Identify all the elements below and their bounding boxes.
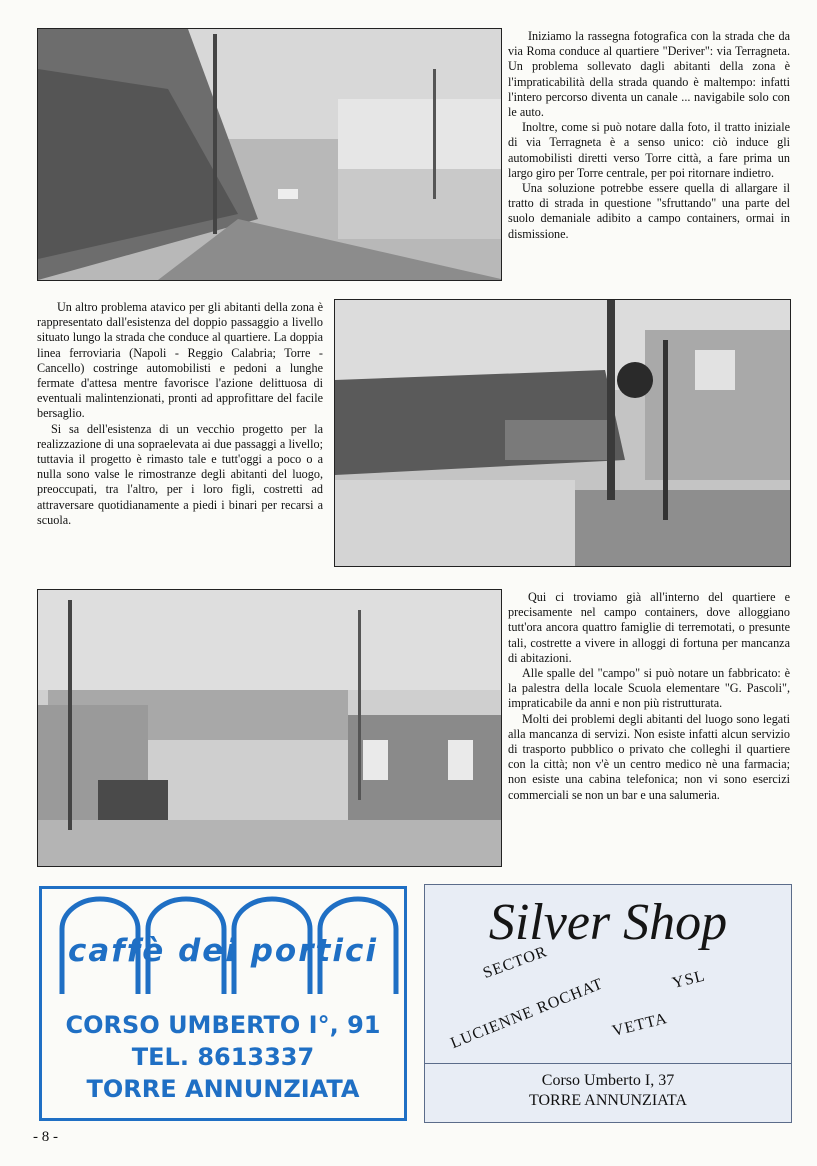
article-column-1 — [508, 29, 790, 242]
silver-shop-name: Silver Shop — [488, 894, 728, 951]
cafe-phone: TEL. 8613337 — [131, 1043, 315, 1071]
railway-photo-graphic — [335, 300, 790, 566]
brand-sector: SECTOR — [480, 943, 550, 983]
photo-via-terragneta — [37, 28, 502, 281]
silver-address: Corso Umberto I, 37 — [541, 1072, 675, 1089]
paragraph: Iniziamo la rassegna fotografica con la strada che da via Roma conduce al quartiere "Deriver": via Terragneta. Un problema sollevato dagli abitanti della zona è l'impraticabilità della strada quando è maltempo: infatti l'intero percorso diventa un canale ... navigabile solo con le auto. — [508, 29, 790, 120]
article-column-2 — [37, 300, 323, 528]
photo-passaggio-a-livello — [334, 299, 791, 567]
street-photo-graphic — [38, 29, 501, 280]
cafe-logo-text: caffè dei portici — [68, 933, 378, 969]
page-number: - 8 - — [33, 1129, 58, 1145]
brand-ysl: YSL — [670, 967, 708, 993]
article-column-3 — [508, 590, 790, 803]
paragraph: Si sa dell'esistenza di un vecchio progetto per la realizzazione di una sopraelevata ai due passaggi a livello; tuttavia il progetto è rimasto tale e tutt'oggi a poco o a nulla sono valse le rimostranze degli abitanti del luogo, preoccupati, tra l'altro, per i loro figli, costretti ad attraversare quotidianamente a piedi i binari per recarsi a scuola. — [37, 421, 323, 527]
silver-divider — [425, 1063, 791, 1064]
paragraph: Inoltre, come si può notare dalla foto, il tratto iniziale di via Terragneta è a senso unico: ciò induce gli automobilisti diretti verso Torre città, a fare prima un largo giro per Torre centrale, per poi ritornare indietro. — [508, 120, 790, 180]
camp-photo-graphic — [38, 590, 501, 866]
ad-caffe-dei-portici — [39, 886, 407, 1121]
brand-vetta: VETTA — [610, 1009, 670, 1041]
photo-campo-containers — [37, 589, 502, 867]
cafe-address: CORSO UMBERTO I°, 91 — [65, 1011, 381, 1039]
paragraph: Un altro problema atavico per gli abitanti della zona è rappresentato dall'esistenza del doppio passaggio a livello situato lungo la strada che conduce al quartiere. La doppia linea ferroviaria (Napoli - Reggio Calabria; Torre - Cancello) costringe automobilisti e pedoni a lunghe fermate d'attesa mentre favorisce l'azione delittuosa di eventuali malintenzionati, pronti ad approfittare del facile bersaglio. — [37, 300, 323, 421]
paragraph: Alle spalle del "campo" si può notare un fabbricato: è la palestra della locale Scuola elementare "G. Pascoli", impraticabile da anni e non più ristrutturata. — [508, 666, 790, 711]
brand-lucienne-rochat: LUCIENNE ROCHAT — [448, 975, 606, 1053]
paragraph: Una soluzione potrebbe essere quella di allargare il tratto di strada in questione "sfruttando" una parte del suolo demaniale adibito a campo containers, ormai in dismissione. — [508, 181, 790, 241]
cafe-city: TORRE ANNUNZIATA — [86, 1075, 360, 1103]
paragraph: Qui ci troviamo già all'interno del quartiere e precisamente nel campo containers, dove alloggiano tutt'ora ancora quattro famiglie di terremotati, o presunte tali, costrette a vivere in alloggi di fortuna per mancanza di abitazioni. — [508, 590, 790, 665]
paragraph: Molti dei problemi degli abitanti del luogo sono legati alla mancanza di servizi. Non esiste infatti alcun servizio di trasporto pubblico o privato che colleghi il quartiere con la città; non v'è un centro medico nè una farmacia; non esiste una cabina telefonica; non vi sono esercizi commerciali se non un bar e una salumeria. — [508, 711, 790, 802]
silver-city: TORRE ANNUNZIATA — [529, 1092, 687, 1109]
ad-silver-shop — [424, 884, 792, 1123]
